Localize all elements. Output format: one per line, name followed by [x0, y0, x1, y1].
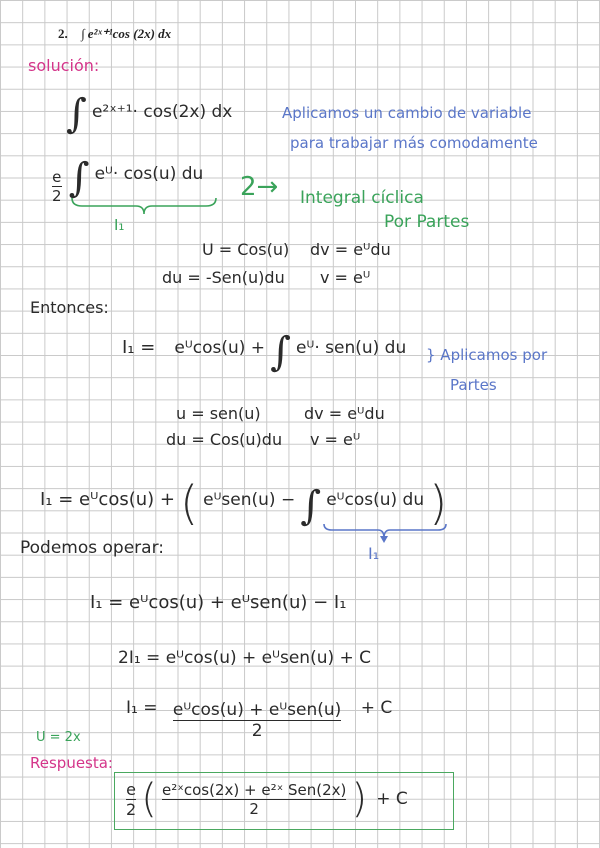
- note-change-line1: Aplicamos un cambio de variable: [282, 104, 532, 122]
- step2-brace-label: I₁: [114, 216, 125, 234]
- cyclic-note-line2: Por Partes: [384, 212, 470, 232]
- operation-3: [126, 698, 392, 741]
- step2-coef-den: 2: [52, 187, 62, 205]
- op3-fraction: [173, 700, 341, 741]
- answer-den: 2: [249, 799, 259, 818]
- podemos-label: Podemos operar:: [20, 538, 164, 558]
- answer-fraction: [162, 781, 346, 818]
- answer-coef-den: 2: [126, 799, 137, 819]
- answer-num: e²ˣcos(2x) + e²ˣ Sen(2x): [161, 780, 347, 799]
- parts1-dv: dv = eᵁdu: [310, 240, 391, 259]
- op3-den: 2: [251, 720, 263, 741]
- step2-coefficient: [52, 168, 62, 205]
- parts2-dv: dv = eᵁdu: [304, 404, 385, 423]
- substitution-note: U = 2x: [36, 730, 81, 745]
- i1-expand-brace-label: I₁: [368, 544, 380, 563]
- parts1-v: v = eᵁ: [320, 268, 371, 287]
- solution-label: solución:: [28, 56, 100, 75]
- answer-expression: [126, 776, 408, 822]
- right-paren-icon: ): [351, 776, 368, 822]
- step1-integral: [66, 91, 233, 137]
- parts2-v: v = eᵁ: [310, 430, 361, 449]
- step2-integrand: eᵁ· cos(u) du: [94, 164, 204, 184]
- cyclic-note-line1: Integral cíclica: [300, 188, 424, 208]
- parts2-du: du = Cos(u)du: [166, 430, 283, 449]
- entonces-label: Entonces:: [30, 298, 109, 317]
- i1-line: [122, 329, 407, 375]
- left-paren-icon: (: [141, 776, 157, 822]
- i1-expand-integrand: eᵁcos(u) du: [326, 490, 425, 510]
- answer-coef-num: e: [126, 779, 137, 799]
- integral-sign-icon: ∫: [300, 483, 322, 529]
- op3-lhs: I₁ =: [126, 698, 158, 718]
- left-paren-icon: (: [180, 476, 199, 530]
- i1-integrand: eᵁ· sen(u) du: [296, 338, 407, 358]
- note-change-line2: para trabajar más comodamente: [290, 134, 538, 152]
- i1-lhs: I₁ =: [122, 337, 156, 358]
- problem-number: 2.: [58, 26, 68, 41]
- integral-sign-icon: ∫: [66, 91, 87, 137]
- integral-sign-icon: ∫: [68, 155, 90, 201]
- brace-under-icon-2: [322, 522, 450, 544]
- integral-sign-icon: ∫: [270, 329, 291, 375]
- answer-coefficient: [126, 780, 136, 819]
- problem-header: [58, 26, 171, 42]
- step2-arrow: 2→: [240, 172, 279, 202]
- op3-num: eᵁcos(u) + eᵁsen(u): [172, 699, 342, 720]
- problem-integral: ∫ e²ˣ⁺¹cos (2x) dx: [81, 26, 172, 41]
- parts1-u: U = Cos(u): [202, 240, 290, 259]
- op3-tail: + C: [360, 698, 393, 718]
- answer-label: Respuesta:: [30, 754, 113, 772]
- step2-coef-num: e: [52, 168, 62, 186]
- parts1-du: du = -Sen(u)du: [162, 268, 285, 287]
- parts-note-line1: } Aplicamos por: [426, 346, 548, 364]
- parts2-u: u = sen(u): [176, 404, 261, 423]
- right-paren-icon: ): [429, 476, 448, 530]
- i1-expand-lhs: I₁ = eᵁcos(u) +: [40, 489, 175, 510]
- operation-1: I₁ = eᵁcos(u) + eᵁsen(u) − I₁: [90, 592, 347, 613]
- operation-2: 2I₁ = eᵁcos(u) + eᵁsen(u) + C: [118, 648, 372, 668]
- answer-tail: + C: [376, 789, 408, 809]
- i1-rhs: eᵁcos(u) +: [174, 338, 266, 358]
- brace-under-icon: [70, 196, 220, 216]
- i1-expand-inner: eᵁsen(u) −: [203, 490, 296, 510]
- step1-integrand: e²ˣ⁺¹· cos(2x) dx: [91, 102, 233, 122]
- parts-note-line2: Partes: [450, 376, 497, 394]
